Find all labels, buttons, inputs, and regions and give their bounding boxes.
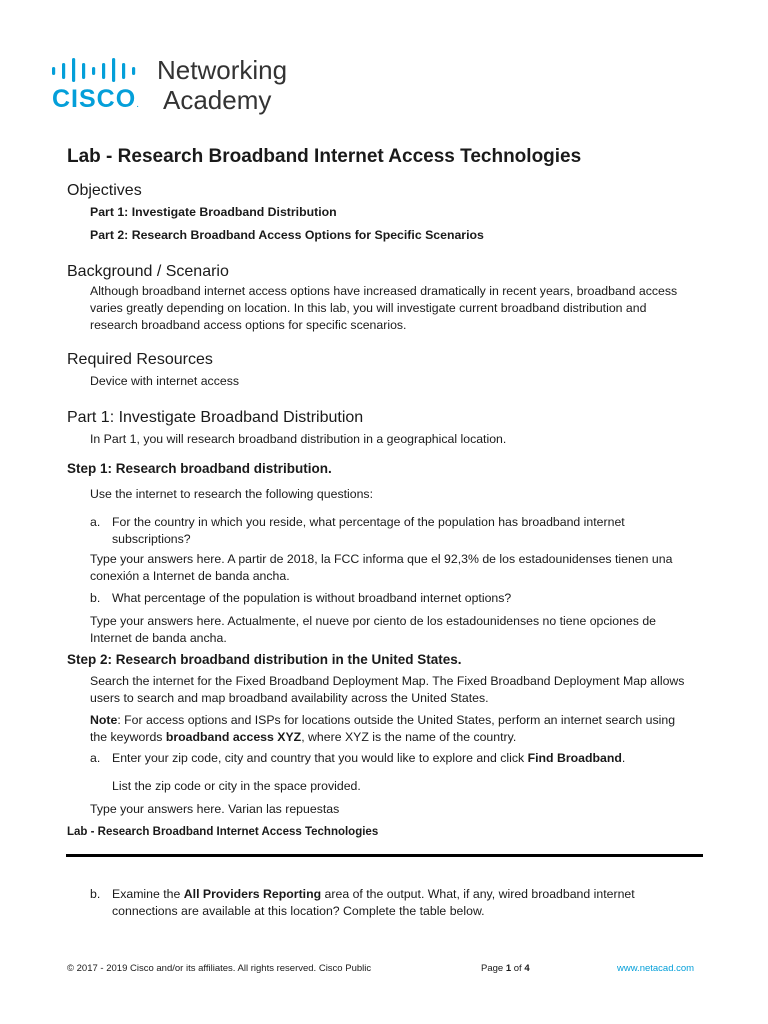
background-line: Although broadband internet access options have increased dramatically in recent years, broadband access [90, 284, 678, 298]
answer-line: Type your answers here. A partir de 2018, la FCC informa que el 92,3% de los estadounidenses tienen una [90, 552, 673, 566]
list-marker: b. [90, 591, 101, 605]
note-text: , where XYZ is the name of the country. [301, 730, 517, 744]
question-text: connections are available at this location? Complete the table below. [112, 904, 485, 918]
cisco-wordmark: CISCO. [52, 85, 139, 113]
note-text: : For access options and ISPs for locations outside the United States, perform an internet search using [117, 713, 676, 727]
question-text: Enter your zip code, city and country that you would like to explore and click [112, 751, 528, 765]
list-marker: b. [90, 887, 101, 901]
resources-heading: Required Resources [67, 351, 213, 368]
answer-line: conexión a Internet de banda ancha. [90, 569, 290, 583]
question-sub-text: List the zip code or city in the space provided. [112, 779, 361, 793]
answer-a-field[interactable] [90, 551, 710, 585]
answer-line: Type your answers here. Actualmente, el nueve por ciento de los estadounidenses no tiene opciones de [90, 614, 657, 628]
part1-heading: Part 1: Investigate Broadband Distribution [67, 409, 364, 426]
background-line: varies greatly depending on location. In this lab, you will investigate current broadband distribution and [90, 301, 647, 315]
step1-intro: Use the internet to research the following questions: [90, 487, 373, 501]
question-text: subscriptions? [112, 532, 191, 546]
list-marker: a. [90, 751, 101, 765]
logo-academy-text: Academy [163, 85, 272, 115]
page-title: Lab - Research Broadband Internet Access Technologies [67, 146, 582, 167]
note-text: the keywords [90, 730, 166, 744]
header-divider [66, 854, 703, 857]
background-line: research broadband access options for specific scenarios. [90, 318, 407, 332]
step2-question-a [90, 750, 710, 767]
step2-intro [90, 673, 710, 707]
logo-networking-text: Networking [157, 55, 288, 85]
question-text: For the country in which you reside, what percentage of the population has broadband internet [112, 515, 625, 529]
footer-page-number [481, 964, 530, 974]
step1-question-a [90, 514, 710, 548]
intro-line: Search the internet for the Fixed Broadband Deployment Map. The Fixed Broadband Deployment Map allows [90, 674, 685, 688]
objectives-heading: Objectives [67, 182, 142, 199]
background-text [90, 283, 710, 334]
answer-line: Internet de banda ancha. [90, 631, 227, 645]
note-label: Note [90, 713, 118, 727]
question-text: Examine the [112, 887, 184, 901]
step2-heading: Step 2: Research broadband distribution in the United States. [67, 652, 462, 667]
step1-heading: Step 1: Research broadband distribution. [67, 461, 332, 476]
intro-line: users to search and map broadband availability across the United States. [90, 691, 489, 705]
step2-question-a-sub [90, 778, 710, 795]
note-keyword: broadband access XYZ [165, 730, 302, 744]
footer-url-link[interactable]: www.netacad.com [617, 963, 695, 974]
page-of: of [511, 963, 525, 974]
page-total: 4 [524, 963, 530, 974]
answer-b-field[interactable] [90, 613, 710, 647]
question-text: What percentage of the population is without broadband internet options? [112, 591, 512, 605]
resources-item: Device with internet access [90, 374, 239, 388]
list-marker: a. [90, 515, 101, 529]
step1-question-b [90, 590, 710, 607]
running-header: Lab - Research Broadband Internet Access Technologies [67, 826, 379, 838]
cisco-bars-logo-icon [52, 58, 144, 82]
step2-question-b [90, 886, 710, 920]
step2-note [90, 712, 710, 746]
part1-intro: In Part 1, you will research broadband distribution in a geographical location. [90, 432, 507, 446]
answer-step2-a-field[interactable]: Type your answers here. Varian las repuestas [90, 802, 340, 816]
objective-part2: Part 2: Research Broadband Access Options for Specific Scenarios [90, 228, 484, 242]
question-text: area of the output. What, if any, wired broadband internet [321, 887, 635, 901]
objective-part1: Part 1: Investigate Broadband Distribution [90, 205, 337, 219]
find-broadband-label: Find Broadband [527, 751, 622, 765]
all-providers-label: All Providers Reporting [183, 887, 322, 901]
page-label: Page [481, 963, 506, 974]
page-current: 1 [505, 963, 512, 974]
background-heading: Background / Scenario [67, 263, 229, 280]
footer-copyright: © 2017 - 2019 Cisco and/or its affiliates. All rights reserved. Cisco Public [67, 963, 372, 974]
question-text: . [621, 751, 626, 765]
